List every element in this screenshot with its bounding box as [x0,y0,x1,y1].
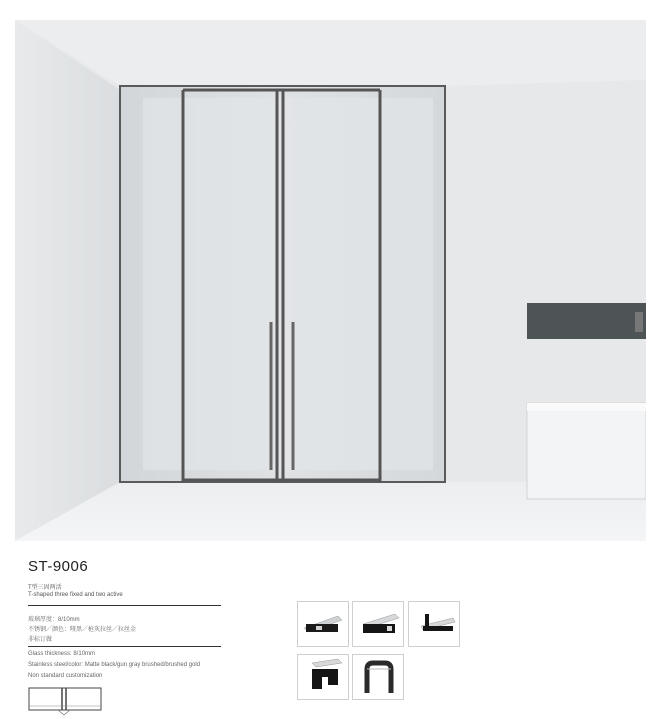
profile-section-icon [298,655,348,699]
spec-cn-glass: 玻璃厚度：8/10mm [28,617,80,623]
profile-thumbnail-1 [297,601,349,647]
product-photo [15,20,646,541]
shower-room-illustration [15,20,646,541]
profile-thumbnail-2 [352,601,404,647]
title-en: T-shaped three fixed and two active [28,592,123,598]
profile-thumbnail-3 [408,601,460,647]
spec-cn-custom: 非标订做 [28,637,53,643]
profile-thumbnail-4 [297,654,349,700]
floor-plan-diagram [28,686,102,716]
spec-en-glass: Glass thickness: 8/10mm [28,651,96,657]
profile-section-icon [353,602,403,646]
bathtub [527,403,646,499]
spec-en-color: Stainless steel/color: Matte black/gun gray brushed/brushed gold [28,662,201,668]
profile-thumbnail-5 [352,654,404,700]
profile-section-icon [409,602,459,646]
profile-section-icon [353,655,403,699]
divider [28,605,221,606]
wall-niche [527,303,646,339]
model-number: ST-9006 [28,558,89,575]
spec-en-custom: Non standard customization [28,673,103,679]
divider [28,646,221,647]
spec-cn-color: 不锈钢／颜色：哑黑／枪灰拉丝／拉丝金 [28,627,137,633]
profile-section-icon [298,602,348,646]
title-cn: T型三固两活 [28,585,62,591]
